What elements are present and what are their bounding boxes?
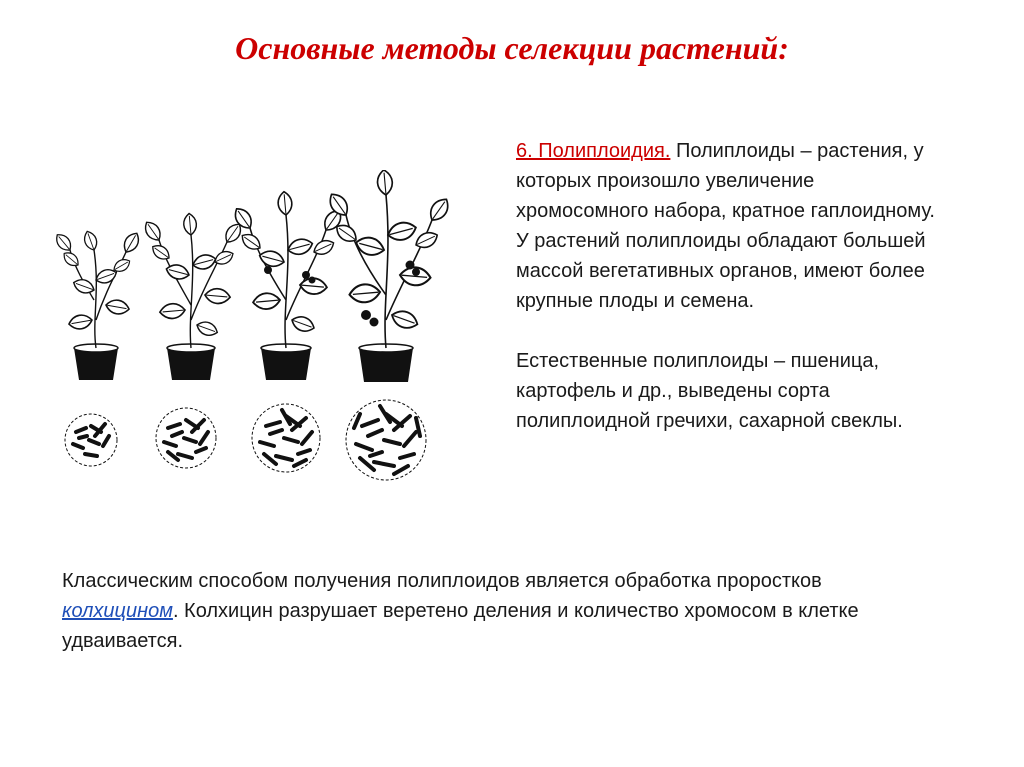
definition-text: Полиплоиды – растения, у которых произошло увеличение хромосомного набора, кратное гаплоидному. У растений полиплоиды обладают большей массой вегетативных органов, имеют более крупные плоды и семена. bbox=[516, 140, 935, 312]
polyploid-plants-illustration bbox=[36, 170, 486, 500]
definition-paragraph bbox=[516, 136, 936, 316]
chromosome-set-1 bbox=[65, 414, 117, 466]
plant-hexaploid bbox=[326, 170, 453, 382]
chromosome-set-2 bbox=[156, 408, 216, 468]
plant-diploid bbox=[53, 229, 142, 380]
chromosome-set-4 bbox=[346, 400, 426, 480]
chromosome-set-3 bbox=[252, 404, 320, 472]
plant-tetraploid bbox=[231, 191, 345, 380]
polyploidy-section bbox=[516, 136, 936, 436]
examples-paragraph: Естественные полиплоиды – пшеница, картофель и др., выведены сорта полиплоидной гречихи, сахарной свеклы. bbox=[516, 350, 903, 432]
polyploidy-heading[interactable]: 6. Полиплоидия. bbox=[516, 140, 671, 162]
colchicine-link[interactable]: колхицином bbox=[62, 600, 173, 622]
plant-triploid bbox=[141, 213, 244, 380]
slide-title: Основные методы селекции растений: bbox=[235, 30, 789, 66]
colchicine-text-before: Классическим способом получения полиплоидов является обработка проростков bbox=[62, 570, 822, 592]
colchicine-paragraph bbox=[62, 566, 942, 656]
colchicine-text-after: . Колхицин разрушает веретено деления и количество хромосом в клетке удваивается. bbox=[62, 600, 859, 652]
